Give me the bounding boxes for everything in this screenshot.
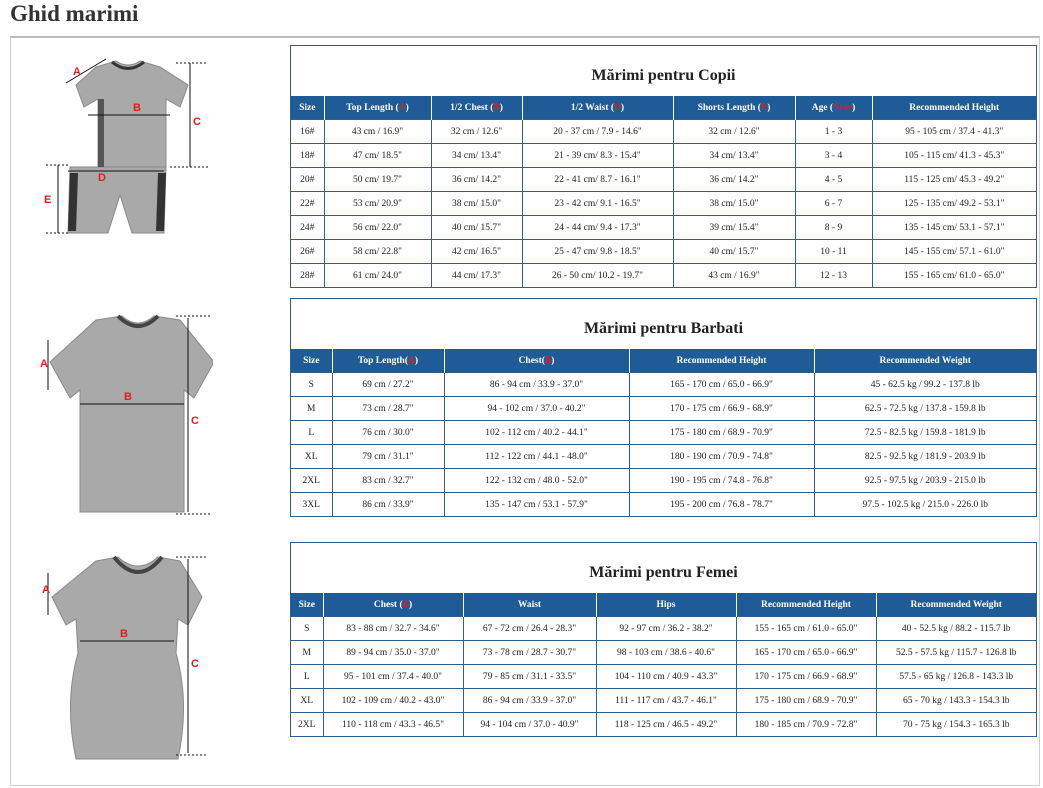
table-cell: 21 - 39 cm/ 8.3 - 15.4" <box>522 144 673 168</box>
column-header-label: Size <box>299 102 316 113</box>
table-cell: 115 - 125 cm/ 45.3 - 49.2" <box>872 168 1036 192</box>
kids-label-d: D <box>98 172 106 184</box>
table-cell: 72.5 - 82.5 kg / 159.8 - 181.9 lb <box>814 421 1036 445</box>
table-cell: 38 cm/ 15.0" <box>673 192 795 216</box>
column-header-mark: A <box>408 355 415 366</box>
column-header-label: Hips <box>656 599 676 610</box>
column-header-label: Size <box>298 599 315 610</box>
table-cell: 155 - 165 cm/ 61.0 - 65.0" <box>872 264 1036 288</box>
table-row <box>291 665 1036 689</box>
table-row <box>291 493 1036 517</box>
table-cell: 2XL <box>291 469 332 493</box>
table-cell: 61 cm/ 24.0" <box>324 264 431 288</box>
column-header-close: ) <box>499 102 503 113</box>
kids-label-e: E <box>44 194 52 206</box>
column-header-mark: B <box>493 102 500 113</box>
women-table-title: Mărimi pentru Femei <box>589 564 738 581</box>
table-cell: 47 cm/ 18.5" <box>324 144 431 168</box>
table-cell: 95 - 105 cm / 37.4 - 41.3" <box>872 120 1036 144</box>
column-header <box>332 349 444 373</box>
column-header-label: Top Length( <box>357 355 409 366</box>
column-header <box>522 96 673 120</box>
table-cell: XL <box>291 445 332 469</box>
column-header-label: Top Length ( <box>346 102 399 113</box>
table-row <box>291 689 1036 713</box>
column-header-label: Chest( <box>518 355 545 366</box>
column-header-mark: B <box>402 599 409 610</box>
table-cell: S <box>291 617 323 641</box>
column-header <box>324 96 431 120</box>
table-row <box>291 264 1036 288</box>
table-cell: 180 - 190 cm / 70.9 - 74.8" <box>629 445 814 469</box>
table-cell: 180 - 185 cm / 70.9 - 72.8" <box>736 713 876 737</box>
table-cell: 62.5 - 72.5 kg / 137.8 - 159.8 lb <box>814 397 1036 421</box>
table-cell: 89 - 94 cm / 35.0 - 37.0" <box>323 641 463 665</box>
table-cell: 86 - 94 cm / 33.9 - 37.0" <box>463 689 596 713</box>
column-header <box>795 96 872 120</box>
table-cell: XL <box>291 689 323 713</box>
column-header-label: Size <box>303 355 320 366</box>
table-cell: 20 - 37 cm / 7.9 - 14.6" <box>522 120 673 144</box>
table-cell: 155 - 165 cm / 61.0 - 65.0" <box>736 617 876 641</box>
table-cell: 82.5 - 92.5 kg / 181.9 - 203.9 lb <box>814 445 1036 469</box>
table-cell: 32 cm / 12.6" <box>431 120 522 144</box>
column-header-label: Recommended Height <box>676 355 767 366</box>
table-cell: 34 cm/ 13.4" <box>673 144 795 168</box>
table-cell: 145 - 155 cm/ 57.1 - 61.0" <box>872 240 1036 264</box>
women-label-a: A <box>42 584 50 596</box>
table-cell: 118 - 125 cm / 46.5 - 49.2" <box>596 713 736 737</box>
table-row <box>291 713 1036 737</box>
men-label-c: C <box>191 415 199 427</box>
table-cell: 92 - 97 cm / 36.2 - 38.2" <box>596 617 736 641</box>
table-cell: 44 cm/ 17.3" <box>431 264 522 288</box>
table-cell: 65 - 70 kg / 143.3 - 154.3 lb <box>876 689 1036 713</box>
table-cell: 175 - 180 cm / 68.9 - 70.9" <box>736 689 876 713</box>
table-cell: 86 - 94 cm / 33.9 - 37.0" <box>444 373 629 397</box>
table-cell: 175 - 180 cm / 68.9 - 70.9" <box>629 421 814 445</box>
table-cell: 95 - 101 cm / 37.4 - 40.0" <box>323 665 463 689</box>
women-size-table <box>291 593 1036 736</box>
table-cell: 24# <box>291 216 324 240</box>
table-cell: 16# <box>291 120 324 144</box>
table-row <box>291 168 1036 192</box>
table-cell: 76 cm / 30.0" <box>332 421 444 445</box>
column-header <box>431 96 522 120</box>
column-header-label: Recommended Height <box>761 599 851 610</box>
column-header-mark: B <box>544 355 552 366</box>
table-row <box>291 469 1036 493</box>
table-cell: 83 - 88 cm / 32.7 - 34.6" <box>323 617 463 641</box>
table-cell: 135 - 147 cm / 53.1 - 57.9" <box>444 493 629 517</box>
column-header-close: ) <box>767 102 771 113</box>
table-cell: 170 - 175 cm / 66.9 - 68.9" <box>629 397 814 421</box>
column-header <box>463 593 596 617</box>
table-row <box>291 120 1036 144</box>
table-cell: M <box>291 397 332 421</box>
column-header-close: ) <box>852 102 856 113</box>
table-cell: 86 cm / 33.9" <box>332 493 444 517</box>
table-cell: 42 cm/ 16.5" <box>431 240 522 264</box>
column-header-mark: Year <box>833 102 853 113</box>
table-cell: 102 - 112 cm / 40.2 - 44.1" <box>444 421 629 445</box>
table-cell: 111 - 117 cm / 43.7 - 46.1" <box>596 689 736 713</box>
column-header-label: Recommended Height <box>909 102 1000 113</box>
table-cell: 165 - 170 cm / 65.0 - 66.9" <box>736 641 876 665</box>
table-cell: 22 - 41 cm/ 8.7 - 16.1" <box>522 168 673 192</box>
table-cell: 122 - 132 cm / 48.0 - 52.0" <box>444 469 629 493</box>
table-row <box>291 641 1036 665</box>
column-header <box>876 593 1036 617</box>
table-cell: 73 cm / 28.7" <box>332 397 444 421</box>
column-header-label: Shorts Length ( <box>697 102 761 113</box>
table-cell: L <box>291 421 332 445</box>
table-row <box>291 617 1036 641</box>
kids-label-a: A <box>73 66 81 78</box>
table-cell: 79 - 85 cm / 31.1 - 33.5" <box>463 665 596 689</box>
men-table-title: Mărimi pentru Barbati <box>583 320 744 337</box>
kids-label-b: B <box>133 102 141 114</box>
table-cell: 135 - 145 cm/ 53.1 - 57.1" <box>872 216 1036 240</box>
table-cell: 67 - 72 cm / 26.4 - 28.3" <box>463 617 596 641</box>
column-header-label: Waist <box>517 599 542 610</box>
table-cell: 105 - 115 cm/ 41.3 - 45.3" <box>872 144 1036 168</box>
table-cell: 3 - 4 <box>795 144 872 168</box>
men-label-b: B <box>124 391 132 403</box>
table-row <box>291 144 1036 168</box>
column-header-mark: E <box>760 102 768 113</box>
column-header <box>872 96 1036 120</box>
table-cell: S <box>291 373 332 397</box>
table-cell: 170 - 175 cm / 66.9 - 68.9" <box>736 665 876 689</box>
table-cell: 23 - 42 cm/ 9.1 - 16.5" <box>522 192 673 216</box>
kids-label-c: C <box>193 116 201 128</box>
table-cell: 83 cm / 32.7" <box>332 469 444 493</box>
table-cell: 36 cm/ 14.2" <box>673 168 795 192</box>
table-cell: 94 - 104 cm / 37.0 - 40.9" <box>463 713 596 737</box>
page-title: Ghid marimi <box>10 1 139 26</box>
kids-outfit-figure <box>38 55 213 245</box>
column-header <box>291 593 323 617</box>
table-cell: 56 cm/ 22.0" <box>324 216 431 240</box>
table-cell: 36 cm/ 14.2" <box>431 168 522 192</box>
table-cell: 2XL <box>291 713 323 737</box>
table-row <box>291 240 1036 264</box>
column-header-label: Recommended Weight <box>879 355 971 366</box>
men-size-card <box>290 298 1037 517</box>
table-cell: 28# <box>291 264 324 288</box>
table-cell: 43 cm / 16.9" <box>673 264 795 288</box>
men-label-a: A <box>40 358 48 370</box>
table-cell: 24 - 44 cm/ 9.4 - 17.3" <box>522 216 673 240</box>
column-header <box>291 349 332 373</box>
table-cell: 57.5 - 65 kg / 126.8 - 143.3 lb <box>876 665 1036 689</box>
table-row <box>291 421 1036 445</box>
table-row <box>291 216 1036 240</box>
column-header-mark: D <box>614 102 621 113</box>
column-header <box>736 593 876 617</box>
table-cell: 102 - 109 cm / 40.2 - 43.0" <box>323 689 463 713</box>
table-cell: 112 - 122 cm / 44.1 - 48.0" <box>444 445 629 469</box>
table-cell: 39 cm/ 15.4" <box>673 216 795 240</box>
column-header-label: Age ( <box>811 102 834 113</box>
table-cell: 32 cm / 12.6" <box>673 120 795 144</box>
women-label-c: C <box>191 658 199 670</box>
kids-size-table <box>291 96 1036 287</box>
table-cell: 4 - 5 <box>795 168 872 192</box>
men-shirt-figure <box>38 310 213 520</box>
men-size-table <box>291 349 1036 516</box>
table-cell: 40 cm/ 15.7" <box>673 240 795 264</box>
table-cell: 58 cm/ 22.8" <box>324 240 431 264</box>
table-cell: 53 cm/ 20.9" <box>324 192 431 216</box>
table-row <box>291 397 1036 421</box>
column-header <box>291 96 324 120</box>
table-cell: 70 - 75 kg / 154.3 - 165.3 lb <box>876 713 1036 737</box>
table-cell: 40 - 52.5 kg / 88.2 - 115.7 lb <box>876 617 1036 641</box>
column-header <box>814 349 1036 373</box>
table-cell: 52.5 - 57.5 kg / 115.7 - 126.8 lb <box>876 641 1036 665</box>
table-cell: 92.5 - 97.5 kg / 203.9 - 215.0 lb <box>814 469 1036 493</box>
table-cell: 104 - 110 cm / 40.9 - 43.3" <box>596 665 736 689</box>
table-cell: 165 - 170 cm / 65.0 - 66.9" <box>629 373 814 397</box>
table-cell: 10 - 11 <box>795 240 872 264</box>
table-cell: 69 cm / 27.2" <box>332 373 444 397</box>
table-cell: L <box>291 665 323 689</box>
table-cell: 79 cm / 31.1" <box>332 445 444 469</box>
table-cell: M <box>291 641 323 665</box>
column-header-label: Chest ( <box>373 599 403 610</box>
column-header-close: ) <box>620 102 625 113</box>
column-header-close: ) <box>414 355 419 366</box>
table-row <box>291 192 1036 216</box>
table-cell: 45 - 62.5 kg / 99.2 - 137.8 lb <box>814 373 1036 397</box>
table-cell: 8 - 9 <box>795 216 872 240</box>
column-header-close: ) <box>551 355 555 366</box>
table-cell: 190 - 195 cm / 74.8 - 76.8" <box>629 469 814 493</box>
table-row <box>291 445 1036 469</box>
column-header-close: ) <box>405 102 409 113</box>
table-cell: 97.5 - 102.5 kg / 215.0 - 226.0 lb <box>814 493 1036 517</box>
column-header-label: 1/2 Chest ( <box>450 102 494 113</box>
table-cell: 94 - 102 cm / 37.0 - 40.2" <box>444 397 629 421</box>
kids-size-card <box>290 45 1037 288</box>
table-cell: 25 - 47 cm/ 9.8 - 18.5" <box>522 240 673 264</box>
column-header <box>323 593 463 617</box>
table-cell: 18# <box>291 144 324 168</box>
table-cell: 73 - 78 cm / 28.7 - 30.7" <box>463 641 596 665</box>
table-cell: 125 - 135 cm/ 49.2 - 53.1" <box>872 192 1036 216</box>
column-header <box>673 96 795 120</box>
table-cell: 26 - 50 cm/ 10.2 - 19.7" <box>522 264 673 288</box>
women-size-card <box>290 542 1037 737</box>
column-header-label: Recommended Weight <box>910 599 1002 610</box>
column-header <box>596 593 736 617</box>
table-cell: 38 cm/ 15.0" <box>431 192 522 216</box>
table-cell: 34 cm/ 13.4" <box>431 144 522 168</box>
column-header-mark: A <box>398 102 406 113</box>
column-header-label: 1/2 Waist ( <box>570 102 615 113</box>
column-header-close: ) <box>408 599 413 610</box>
table-cell: 98 - 103 cm / 38.6 - 40.6" <box>596 641 736 665</box>
table-cell: 6 - 7 <box>795 192 872 216</box>
table-cell: 50 cm/ 19.7" <box>324 168 431 192</box>
table-cell: 1 - 3 <box>795 120 872 144</box>
women-shirt-figure <box>38 553 213 763</box>
table-row <box>291 373 1036 397</box>
table-cell: 22# <box>291 192 324 216</box>
table-cell: 195 - 200 cm / 76.8 - 78.7" <box>629 493 814 517</box>
table-cell: 3XL <box>291 493 332 517</box>
column-header <box>629 349 814 373</box>
women-label-b: B <box>120 628 128 640</box>
column-header <box>444 349 629 373</box>
table-cell: 110 - 118 cm / 43.3 - 46.5" <box>323 713 463 737</box>
table-cell: 40 cm/ 15.7" <box>431 216 522 240</box>
table-cell: 43 cm / 16.9" <box>324 120 431 144</box>
table-cell: 20# <box>291 168 324 192</box>
kids-table-title: Mărimi pentru Copii <box>591 67 736 84</box>
table-cell: 26# <box>291 240 324 264</box>
table-cell: 12 - 13 <box>795 264 872 288</box>
